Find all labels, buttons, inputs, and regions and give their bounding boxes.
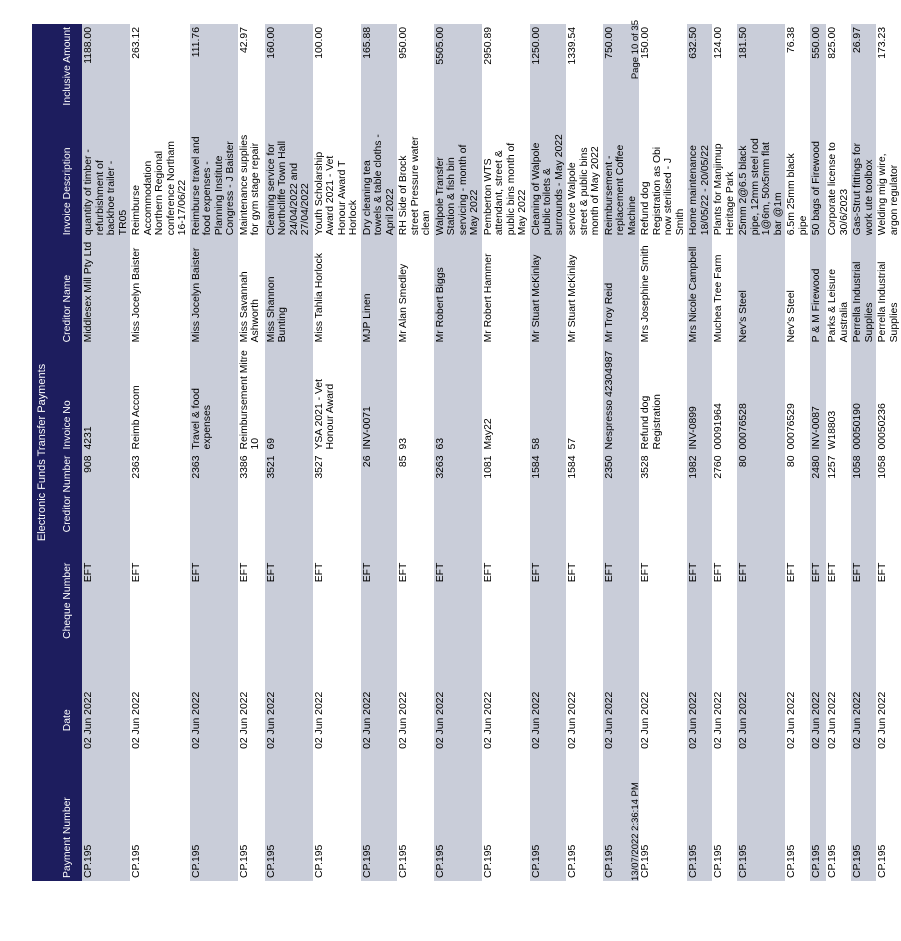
cell-inclusive-amount: 100.00 xyxy=(313,24,361,131)
table-row xyxy=(876,24,901,881)
cell-creditor-number: 1584 xyxy=(566,453,603,560)
cell-payment-number: CP.195 xyxy=(82,774,130,881)
cell-invoice-description: Welding mig wire, argon regulator xyxy=(876,131,901,238)
cell-invoice-no: 00091964 xyxy=(712,345,737,452)
cell-creditor-name: Mrs Josephine Smith xyxy=(639,238,687,345)
cell-inclusive-amount: 950.00 xyxy=(397,24,434,131)
cell-creditor-number: 2760 xyxy=(712,453,737,560)
payments-table-container xyxy=(32,24,901,881)
cell-date: 02 Jun 2022 xyxy=(482,667,530,774)
cell-invoice-no: 4231 xyxy=(82,345,130,452)
cell-date: 02 Jun 2022 xyxy=(82,667,130,774)
cell-invoice-description: Youth Scholarship Award 2021 - Vet Honour Award T Horlock xyxy=(313,131,361,238)
cell-creditor-number: 1584 xyxy=(530,453,567,560)
cell-payment-number: CP.195 xyxy=(530,774,567,881)
header-invoice-description: Invoice Description xyxy=(52,131,82,238)
cell-invoice-description: Pemberton WTS attendant, street & public bins month of May 2022 xyxy=(482,131,530,238)
cell-cheque-number: EFT xyxy=(785,560,810,667)
cell-payment-number: CP.195 xyxy=(265,774,313,881)
cell-payment-number: CP.195 xyxy=(737,774,785,881)
cell-cheque-number: EFT xyxy=(810,560,826,667)
cell-date: 02 Jun 2022 xyxy=(712,667,737,774)
cell-date: 02 Jun 2022 xyxy=(785,667,810,774)
cell-creditor-number: 2363 xyxy=(190,453,238,560)
cell-invoice-no: YSA 2021 - Vet Honour Award xyxy=(313,345,361,452)
cell-creditor-number: 3263 xyxy=(434,453,482,560)
cell-invoice-description: service Walpole street & public bins month of May 2022 xyxy=(566,131,603,238)
cell-invoice-no: INV-0071 xyxy=(361,345,398,452)
cell-date: 02 Jun 2022 xyxy=(190,667,238,774)
cell-date: 02 Jun 2022 xyxy=(810,667,826,774)
table-row xyxy=(603,24,640,881)
cell-inclusive-amount: 181.50 xyxy=(737,24,785,131)
cell-cheque-number: EFT xyxy=(826,560,851,667)
cell-payment-number: CP.195 xyxy=(712,774,737,881)
cell-invoice-no: 58 xyxy=(530,345,567,452)
cell-date: 02 Jun 2022 xyxy=(265,667,313,774)
cell-date: 02 Jun 2022 xyxy=(851,667,876,774)
cell-inclusive-amount: 42.97 xyxy=(238,24,265,131)
cell-creditor-number: 1058 xyxy=(876,453,901,560)
cell-invoice-description: Cleaning of Walpole public toilets & surrounds - May 2022 xyxy=(530,131,567,238)
cell-inclusive-amount: 165.88 xyxy=(361,24,398,131)
cell-invoice-description: Reimburse Accommodation Northern Regional conference Northam 16-17/06/22 xyxy=(130,131,190,238)
cell-creditor-name: Perrella Industrial Supplies xyxy=(851,238,876,345)
cell-invoice-description: 50 bags of Firewood xyxy=(810,131,826,238)
cell-payment-number: CP.195 xyxy=(810,774,826,881)
cell-date: 02 Jun 2022 xyxy=(530,667,567,774)
cell-invoice-no: Reimbursement Mitre 10 xyxy=(238,345,265,452)
cell-creditor-name: Middlesex Mill Pty Ltd xyxy=(82,238,130,345)
cell-cheque-number: EFT xyxy=(566,560,603,667)
cell-payment-number: CP.195 xyxy=(566,774,603,881)
cell-date: 02 Jun 2022 xyxy=(876,667,901,774)
cell-cheque-number: EFT xyxy=(851,560,876,667)
cell-cheque-number: EFT xyxy=(238,560,265,667)
cell-creditor-number: 85 xyxy=(397,453,434,560)
cell-cheque-number: EFT xyxy=(313,560,361,667)
header-date: Date xyxy=(52,667,82,774)
cell-creditor-name: Mrs Nicole Campbell xyxy=(687,238,712,345)
cell-inclusive-amount: 1250.00 xyxy=(530,24,567,131)
table-row xyxy=(639,24,687,881)
table-row xyxy=(434,24,482,881)
cell-invoice-description: Reimbursement - replacement Coffee Machine xyxy=(603,131,640,238)
cell-invoice-no: 57 xyxy=(566,345,603,452)
cell-invoice-no: INV-0087 xyxy=(810,345,826,452)
header-creditor-name: Creditor Name xyxy=(52,238,82,345)
cell-creditor-name: Parks & Leisure Australia xyxy=(826,238,851,345)
cell-date: 02 Jun 2022 xyxy=(313,667,361,774)
cell-cheque-number: EFT xyxy=(876,560,901,667)
cell-inclusive-amount: 550.00 xyxy=(810,24,826,131)
cell-invoice-no: 00076529 xyxy=(785,345,810,452)
cell-creditor-number: 80 xyxy=(785,453,810,560)
cell-creditor-name: Miss Shannon Bunting xyxy=(265,238,313,345)
cell-invoice-no: Nespresso 42304987 xyxy=(603,345,640,452)
cell-payment-number: CP.195 xyxy=(361,774,398,881)
cell-invoice-no: W18803 xyxy=(826,345,851,452)
cell-creditor-name: Miss Tahlia Horlock xyxy=(313,238,361,345)
cell-date: 02 Jun 2022 xyxy=(130,667,190,774)
cell-creditor-number: 26 xyxy=(361,453,398,560)
cell-invoice-no: 93 xyxy=(397,345,434,452)
cell-cheque-number: EFT xyxy=(82,560,130,667)
cell-cheque-number: EFT xyxy=(130,560,190,667)
cell-payment-number: CP.195 xyxy=(313,774,361,881)
cell-inclusive-amount: 26.97 xyxy=(851,24,876,131)
cell-invoice-no: 63 xyxy=(434,345,482,452)
cell-invoice-description: Corporate license to 30/6/2023 xyxy=(826,131,851,238)
cell-invoice-no: 00076528 xyxy=(737,345,785,452)
table-row xyxy=(130,24,190,881)
table-row xyxy=(785,24,810,881)
cell-creditor-name: P & M Firewood xyxy=(810,238,826,345)
cell-cheque-number: EFT xyxy=(712,560,737,667)
cell-cheque-number: EFT xyxy=(530,560,567,667)
cell-inclusive-amount: 263.12 xyxy=(130,24,190,131)
footer-timestamp: 13/07/2022 2:36:14 PM xyxy=(630,782,641,881)
cell-inclusive-amount: 1188.00 xyxy=(82,24,130,131)
table-row xyxy=(482,24,530,881)
cell-creditor-name: Mr Alan Smedley xyxy=(397,238,434,345)
header-cheque-number: Cheque Number xyxy=(52,560,82,667)
cell-creditor-name: Muchea Tree Farm xyxy=(712,238,737,345)
table-row xyxy=(851,24,876,881)
cell-invoice-description: RH Side of Brock street Pressure water clean xyxy=(397,131,434,238)
cell-invoice-description: Gas-Strut fittings for work ute toolbox xyxy=(851,131,876,238)
cell-invoice-description: Reimburse travel and food expenses - Planning Institute Congress - J Baister xyxy=(190,131,238,238)
header-payment-number: Payment Number xyxy=(52,774,82,881)
cell-creditor-number: 3528 xyxy=(639,453,687,560)
table-row xyxy=(397,24,434,881)
cell-creditor-number: 3527 xyxy=(313,453,361,560)
cell-payment-number: CP.195 xyxy=(851,774,876,881)
cell-payment-number: CP.195 xyxy=(434,774,482,881)
cell-creditor-name: MJP Linen xyxy=(361,238,398,345)
cell-invoice-no: Travel & food expenses xyxy=(190,345,238,452)
cell-creditor-name: Miss Jocelyn Baister xyxy=(190,238,238,345)
cell-invoice-no: 69 xyxy=(265,345,313,452)
cell-creditor-name: Nev's Steel xyxy=(737,238,785,345)
cell-invoice-description: Refund dog Registration as Obi now sterilised - J Smith xyxy=(639,131,687,238)
cell-invoice-description: Plants for Manjimup Heritage Park xyxy=(712,131,737,238)
cell-invoice-no: 00050236 xyxy=(876,345,901,452)
cell-creditor-name: Perrella Industrial Supplies xyxy=(876,238,901,345)
table-row xyxy=(82,24,130,881)
cell-creditor-number: 1058 xyxy=(851,453,876,560)
cell-invoice-no: May22 xyxy=(482,345,530,452)
cell-cheque-number: EFT xyxy=(482,560,530,667)
cell-payment-number: CP.195 xyxy=(876,774,901,881)
table-row xyxy=(313,24,361,881)
header-inclusive-amount: Inclusive Amount xyxy=(52,24,82,131)
cell-payment-number: CP.195 xyxy=(639,774,687,881)
cell-inclusive-amount: 750.00 xyxy=(603,24,640,131)
table-row xyxy=(566,24,603,881)
cell-creditor-number: 1081 xyxy=(482,453,530,560)
cell-invoice-description: Walpole Transfer Station & fish bin servicing - month of May 2022 xyxy=(434,131,482,238)
cell-creditor-number: 1982 xyxy=(687,453,712,560)
cell-creditor-name: Mr Robert Hammer xyxy=(482,238,530,345)
cell-cheque-number: EFT xyxy=(603,560,640,667)
cell-invoice-description: Dry cleaning tea towels & table cloths - April 2022 xyxy=(361,131,398,238)
cell-inclusive-amount: 632.50 xyxy=(687,24,712,131)
cell-invoice-no: Refund dog Registration xyxy=(639,345,687,452)
cell-inclusive-amount: 124.00 xyxy=(712,24,737,131)
cell-payment-number: CP.195 xyxy=(238,774,265,881)
table-row xyxy=(238,24,265,881)
header-invoice-no: Invoice No xyxy=(52,345,82,452)
cell-creditor-number: 80 xyxy=(737,453,785,560)
cell-inclusive-amount: 111.76 xyxy=(190,24,238,131)
cell-cheque-number: EFT xyxy=(190,560,238,667)
cell-cheque-number: EFT xyxy=(265,560,313,667)
cell-payment-number: CP.195 xyxy=(130,774,190,881)
cell-payment-number: CP.195 xyxy=(482,774,530,881)
cell-cheque-number: EFT xyxy=(434,560,482,667)
cell-cheque-number: EFT xyxy=(737,560,785,667)
cell-invoice-description: 25mm 2@6.5 black pipe, 12mm steel rod 1@6m, 50x5mm flat bar @1m xyxy=(737,131,785,238)
cell-creditor-name: Miss Jocelyn Baister xyxy=(130,238,190,345)
table-row xyxy=(737,24,785,881)
cell-invoice-no: Reimb Accom xyxy=(130,345,190,452)
table-row xyxy=(265,24,313,881)
cell-inclusive-amount: 5505.00 xyxy=(434,24,482,131)
cell-cheque-number: EFT xyxy=(639,560,687,667)
table-row xyxy=(712,24,737,881)
cell-creditor-number: 3521 xyxy=(265,453,313,560)
cell-creditor-name: Mr Robert Biggs xyxy=(434,238,482,345)
cell-date: 02 Jun 2022 xyxy=(603,667,640,774)
cell-inclusive-amount: 825.00 xyxy=(826,24,851,131)
cell-creditor-name: Mr Stuart McKinlay xyxy=(566,238,603,345)
cell-payment-number: CP.195 xyxy=(603,774,640,881)
cell-invoice-description: Home maintenance 18/05/22 - 20/05/22 xyxy=(687,131,712,238)
cell-payment-number: CP.195 xyxy=(190,774,238,881)
cell-invoice-description: Cleaning service for Northcliffe Town Hall 24/04/2022 and 27/04/2022 xyxy=(265,131,313,238)
cell-creditor-name: Mr Troy Reid xyxy=(603,238,640,345)
cell-inclusive-amount: 173.23 xyxy=(876,24,901,131)
cell-payment-number: CP.195 xyxy=(397,774,434,881)
cell-creditor-name: Miss Savannah Ashworth xyxy=(238,238,265,345)
table-body xyxy=(82,24,901,881)
cell-creditor-number: 3386 xyxy=(238,453,265,560)
cell-creditor-number: 1257 xyxy=(826,453,851,560)
cell-date: 02 Jun 2022 xyxy=(639,667,687,774)
cell-date: 02 Jun 2022 xyxy=(238,667,265,774)
table-row xyxy=(687,24,712,881)
cell-payment-number: CP.195 xyxy=(687,774,712,881)
table-row xyxy=(826,24,851,881)
table-row xyxy=(530,24,567,881)
cell-date: 02 Jun 2022 xyxy=(397,667,434,774)
cell-invoice-description: Maintenance supplies for gym stage repair xyxy=(238,131,265,238)
cell-inclusive-amount: 160.00 xyxy=(265,24,313,131)
cell-creditor-number: 908 xyxy=(82,453,130,560)
table-row xyxy=(361,24,398,881)
cell-payment-number: CP.195 xyxy=(826,774,851,881)
cell-date: 02 Jun 2022 xyxy=(361,667,398,774)
cell-date: 02 Jun 2022 xyxy=(434,667,482,774)
cell-inclusive-amount: 2950.89 xyxy=(482,24,530,131)
report-title: Electronic Funds Transfer Payments xyxy=(32,24,52,881)
cell-invoice-description: 6.5m 25mm black pipe xyxy=(785,131,810,238)
payments-table xyxy=(32,24,901,881)
header-creditor-number: Creditor Number xyxy=(52,453,82,560)
cell-inclusive-amount: 150.00 xyxy=(639,24,687,131)
cell-inclusive-amount: 76.38 xyxy=(785,24,810,131)
cell-inclusive-amount: 1339.54 xyxy=(566,24,603,131)
cell-date: 02 Jun 2022 xyxy=(687,667,712,774)
cell-date: 02 Jun 2022 xyxy=(826,667,851,774)
cell-date: 02 Jun 2022 xyxy=(566,667,603,774)
cell-creditor-number: 2363 xyxy=(130,453,190,560)
cell-date: 02 Jun 2022 xyxy=(737,667,785,774)
cell-cheque-number: EFT xyxy=(397,560,434,667)
cell-cheque-number: EFT xyxy=(361,560,398,667)
footer-page-number: Page 10 of 35 xyxy=(630,20,641,80)
cell-invoice-no: 00050190 xyxy=(851,345,876,452)
cell-payment-number: CP.195 xyxy=(785,774,810,881)
cell-creditor-name: Nev's Steel xyxy=(785,238,810,345)
table-row xyxy=(810,24,826,881)
cell-creditor-number: 2480 xyxy=(810,453,826,560)
cell-invoice-no: INV-0899 xyxy=(687,345,712,452)
cell-invoice-description: quantity of timber - refurbishment of backhoe trailer - TR05 xyxy=(82,131,130,238)
cell-creditor-name: Mr Stuart McKinlay xyxy=(530,238,567,345)
cell-cheque-number: EFT xyxy=(687,560,712,667)
table-row xyxy=(190,24,238,881)
cell-creditor-number: 2350 xyxy=(603,453,640,560)
